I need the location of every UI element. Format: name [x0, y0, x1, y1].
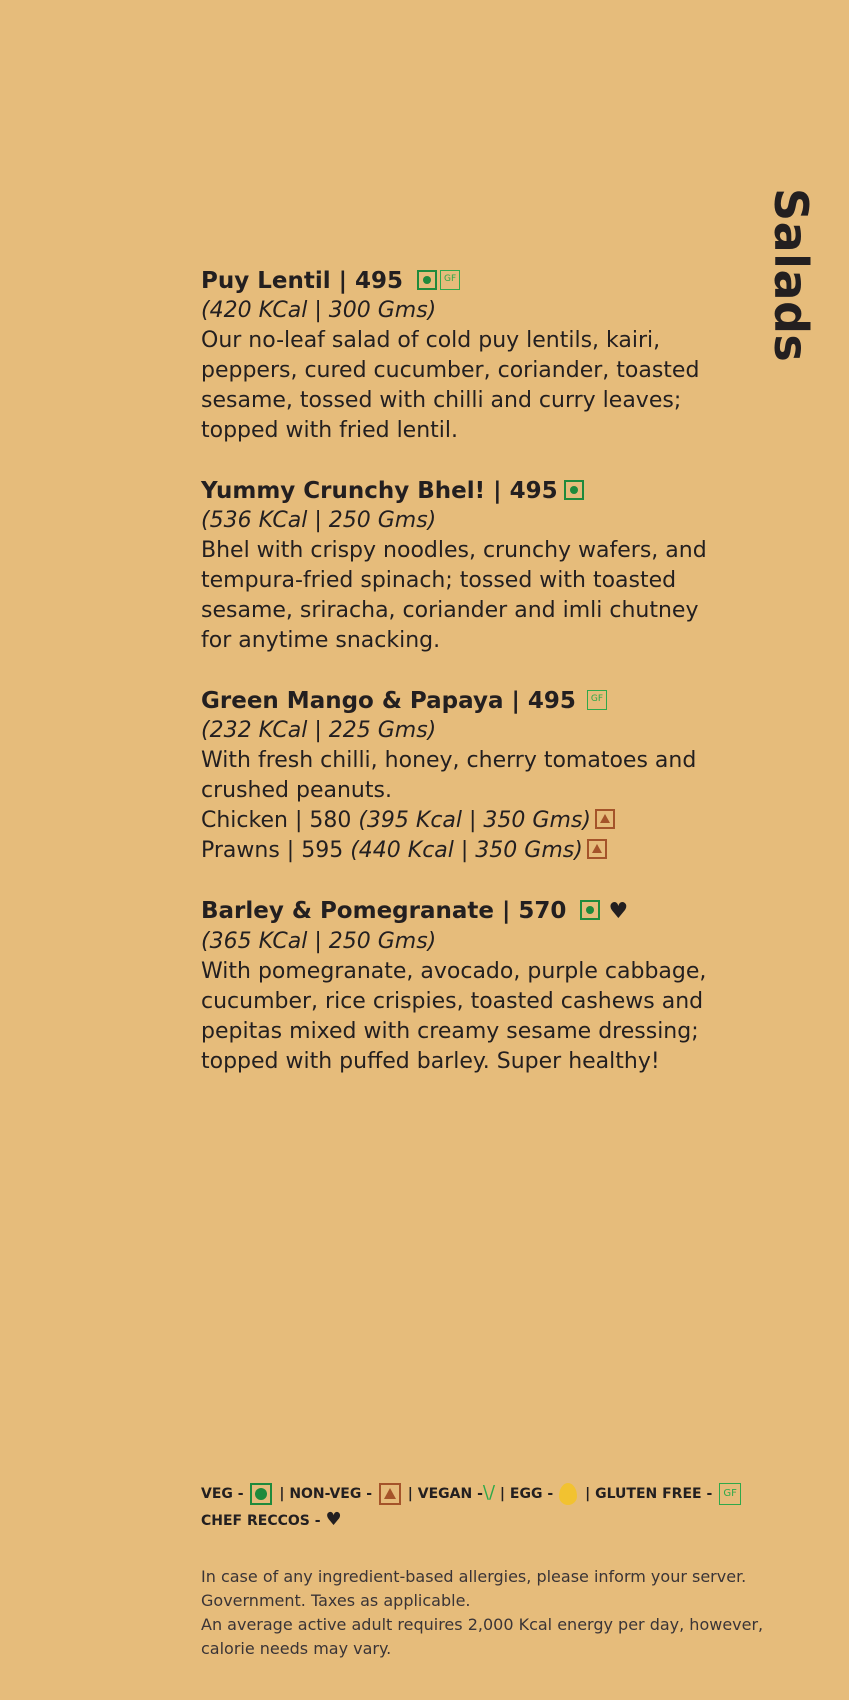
legend-veg-label: VEG -	[201, 1486, 244, 1502]
menu-list	[201, 266, 721, 1107]
veg-icon	[417, 270, 437, 290]
item-description: With fresh chilli, honey, cherry tomatoes and crushed peanuts.	[201, 748, 697, 803]
menu-item-yummy-crunchy-bhel	[201, 476, 721, 656]
item-description: With pomegranate, avocado, purple cabbage, cucumber, rice crispies, toasted cashews and pepitas mixed with creamy sesame dressing; topped with puffed barley. Super healthy!	[201, 959, 707, 1074]
gluten-free-icon: GF	[440, 270, 460, 290]
menu-item-barley-pomegranate	[201, 896, 721, 1077]
item-calories: (536 KCal | 250 Gms)	[201, 508, 437, 533]
calorie-note: An average active adult requires 2,000 Kcal energy per day, however, calorie needs may vary.	[201, 1615, 764, 1658]
item-heading: Green Mango & Papaya | 495 GF	[201, 686, 721, 716]
legend-chef-reccos-label: CHEF RECCOS -	[201, 1513, 321, 1529]
legend-gluten-free-label: | GLUTEN FREE -	[585, 1486, 713, 1502]
veg-icon	[250, 1483, 272, 1505]
chef-recco-heart-icon: ♥	[608, 899, 629, 924]
gluten-free-icon: GF	[719, 1483, 741, 1505]
section-title: Salads	[764, 188, 818, 363]
menu-item-puy-lentil	[201, 266, 721, 446]
item-calories: (365 KCal | 250 Gms)	[201, 929, 437, 954]
dietary-legend	[201, 1480, 743, 1534]
item-heading: Puy Lentil | 495 GF	[201, 266, 721, 296]
footer-notes	[201, 1565, 811, 1661]
veg-icon	[564, 480, 584, 500]
item-price: 495	[527, 688, 576, 714]
gluten-free-icon: GF	[587, 690, 607, 710]
item-name: Barley & Pomegranate	[201, 898, 494, 924]
item-heading: Yummy Crunchy Bhel! | 495	[201, 476, 721, 506]
item-calories: (232 KCal | 225 Gms)	[201, 718, 437, 743]
item-price: 495	[509, 478, 558, 504]
item-description: Bhel with crispy noodles, crunchy wafers, and tempura-fried spinach; tossed with toasted sesame, sriracha, coriander and imli chutney for anytime snacking.	[201, 538, 707, 653]
addon-label: Prawns | 595	[201, 838, 344, 863]
heart-icon: ♥	[325, 1509, 342, 1530]
item-name: Green Mango & Papaya	[201, 688, 504, 714]
item-heading: Barley & Pomegranate | 570 ♥	[201, 898, 629, 924]
vegan-icon: \/	[482, 1482, 496, 1503]
item-calories: (420 KCal | 300 Gms)	[201, 298, 437, 323]
veg-icon	[580, 900, 600, 920]
egg-icon	[559, 1483, 577, 1505]
tax-note: Government. Taxes as applicable.	[201, 1591, 471, 1610]
legend-row-2	[201, 1507, 743, 1534]
non-veg-icon	[595, 809, 615, 829]
allergy-note: In case of any ingredient-based allergies, please inform your server.	[201, 1567, 747, 1586]
addon-detail: (440 Kcal | 350 Gms)	[350, 838, 583, 863]
addon-label: Chicken | 580	[201, 808, 352, 833]
non-veg-icon	[587, 839, 607, 859]
legend-row-1	[201, 1480, 743, 1507]
item-name: Puy Lentil	[201, 268, 331, 294]
item-description: Our no-leaf salad of cold puy lentils, kairi, peppers, cured cucumber, coriander, toasted sesame, tossed with chilli and curry leaves; topped with fried lentil.	[201, 328, 700, 443]
non-veg-icon	[379, 1483, 401, 1505]
addon-detail: (395 Kcal | 350 Gms)	[358, 808, 591, 833]
addon-prawns	[201, 836, 721, 866]
item-name: Yummy Crunchy Bhel!	[201, 478, 486, 504]
addon-chicken	[201, 806, 721, 836]
legend-non-veg-label: | NON-VEG -	[279, 1486, 373, 1502]
legend-egg-label: | EGG -	[499, 1486, 554, 1502]
item-price: 495	[355, 268, 404, 294]
legend-vegan-label: | VEGAN -	[407, 1486, 483, 1502]
menu-item-green-mango-papaya	[201, 686, 721, 866]
item-price: 570	[518, 898, 567, 924]
